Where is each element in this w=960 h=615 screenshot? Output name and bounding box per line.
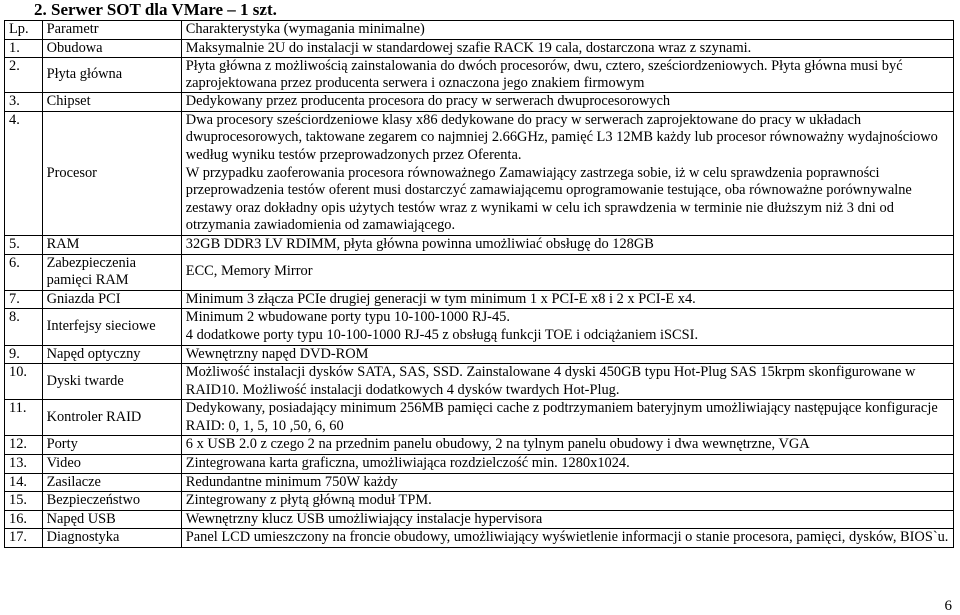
row-description: Płyta główna z możliwością zainstalowania do dwóch procesorów, dwu, cztero, sześciordzeniowych. Płyta główna musi być zaprojektowana przez producenta serwera i oznaczona jego znakiem firmowym [181,58,953,93]
row-description: Zintegrowany z płytą główną moduł TPM. [181,492,953,511]
row-number: 12. [5,436,43,455]
row-parameter: Kontroler RAID [42,400,181,436]
table-row [5,529,954,548]
row-description: Panel LCD umieszczony na froncie obudowy, umożliwiający wyświetlenie informacji o stanie procesora, pamięci, dysków, BIOS`u. [181,529,953,548]
row-parameter: Obudowa [42,39,181,58]
table-row [5,345,954,364]
row-number: 8. [5,309,43,345]
row-parameter: Zabezpieczenia pamięci RAM [42,254,181,290]
table-row [5,436,954,455]
row-description-part-2: 4 dodatkowe porty typu 10-100-1000 RJ-45 z obsługą funkcji TOE i odciążaniem iSCSI. [185,326,699,343]
row-number: 7. [5,290,43,309]
table-row [5,235,954,254]
row-description-part-2: W przypadku zaoferowania procesora równoważnego Zamawiający zastrzega sobie, iż w celu sprawdzenia poprawności przeprowadzenia testów oferent musi dostarczyć zamawiającemu oprogramowanie testujące, oba równoważne porównywalne zestawy oraz dokładny opis użytych testów wraz z wynikami w celu ich sprawdzenia w terminie nie dłuższym niż 3 dni od otrzymania zawiadomienia od zamawiającego. [185,164,912,234]
table-row [5,455,954,474]
row-description: 32GB DDR3 LV RDIMM, płyta główna powinna umożliwiać obsługę do 128GB [181,235,953,254]
row-parameter: Procesor [42,111,181,235]
row-parameter: Płyta główna [42,58,181,93]
row-description: Redundantne minimum 750W każdy [181,473,953,492]
row-description-part-1: Minimum 2 wbudowane porty typu 10-100-1000 RJ-45. [185,309,510,326]
table-row [5,473,954,492]
header-lp: Lp. [5,21,43,40]
row-parameter: RAM [42,235,181,254]
row-parameter: Porty [42,436,181,455]
row-parameter: Bezpieczeństwo [42,492,181,511]
row-parameter: Video [42,455,181,474]
row-parameter: Dyski twarde [42,364,181,400]
row-description-part-1: Dwa procesory sześciordzeniowe klasy x86 dedykowane do pracy w serwerach zaprojektowane do pracy w układach dwuprocesorowych, taktowane zegarem co najmniej 2.66GHz, pamięć L3 12MB każdy lub procesor równoważny wydajnościowo według wyniku testów przeprowadzonych przez Oferenta. [185,111,938,163]
table-row [5,309,954,345]
row-parameter: Gniazda PCI [42,290,181,309]
row-number: 3. [5,93,43,112]
table-header-row [5,21,954,40]
page-number: 6 [944,598,952,614]
table-row [5,254,954,290]
header-charakterystyka: Charakterystyka (wymagania minimalne) [181,21,953,40]
row-number: 15. [5,492,43,511]
row-number: 10. [5,364,43,400]
row-description: 6 x USB 2.0 z czego 2 na przednim panelu obudowy, 2 na tylnym panelu obudowy i dwa wewnętrzne, VGA [181,436,953,455]
row-number: 13. [5,455,43,474]
row-description: Zintegrowana karta graficzna, umożliwiająca rozdzielczość min. 1280x1024. [181,455,953,474]
row-parameter: Interfejsy sieciowe [42,309,181,345]
row-parameter: Diagnostyka [42,529,181,548]
row-number: 6. [5,254,43,290]
row-description: Maksymalnie 2U do instalacji w standardowej szafie RACK 19 cala, dostarczona wraz z szynami. [181,39,953,58]
row-parameter: Zasilacze [42,473,181,492]
table-row [5,364,954,400]
table-row [5,39,954,58]
row-description: Wewnętrzny klucz USB umożliwiający instalacje hypervisora [181,510,953,529]
row-number: 4. [5,111,43,235]
row-number: 1. [5,39,43,58]
row-description [181,111,953,235]
table-row [5,58,954,93]
row-number: 2. [5,58,43,93]
row-description: Dedykowany, posiadający minimum 256MB pamięci cache z podtrzymaniem bateryjnym umożliwiający następujące konfiguracje RAID: 0, 1, 5, 10 ,50, 6, 60 [181,400,953,436]
row-parameter: Napęd optyczny [42,345,181,364]
table-row [5,492,954,511]
table-row [5,93,954,112]
row-description: Wewnętrzny napęd DVD-ROM [181,345,953,364]
row-description [181,309,953,345]
row-description: ECC, Memory Mirror [181,254,953,290]
row-number: 14. [5,473,43,492]
row-number: 17. [5,529,43,548]
row-number: 5. [5,235,43,254]
table-row [5,510,954,529]
row-number: 9. [5,345,43,364]
table-row [5,290,954,309]
row-parameter: Napęd USB [42,510,181,529]
table-row [5,111,954,235]
row-number: 11. [5,400,43,436]
row-description: Dedykowany przez producenta procesora do pracy w serwerach dwuprocesorowych [181,93,953,112]
row-description: Możliwość instalacji dysków SATA, SAS, SSD. Zainstalowane 4 dyski 450GB typu Hot-Plug SAS 15krpm skonfigurowane w RAID10. Możliwość instalacji dodatkowych 4 dysków twardych Hot-Plug. [181,364,953,400]
row-parameter: Chipset [42,93,181,112]
row-number: 16. [5,510,43,529]
spec-table [4,20,954,548]
section-heading: 2. Serwer SOT dla VMare – 1 szt. [34,0,277,19]
row-description: Minimum 3 złącza PCIe drugiej generacji w tym minimum 1 x PCI-E x8 i 2 x PCI-E x4. [181,290,953,309]
header-parametr: Parametr [42,21,181,40]
table-row [5,400,954,436]
